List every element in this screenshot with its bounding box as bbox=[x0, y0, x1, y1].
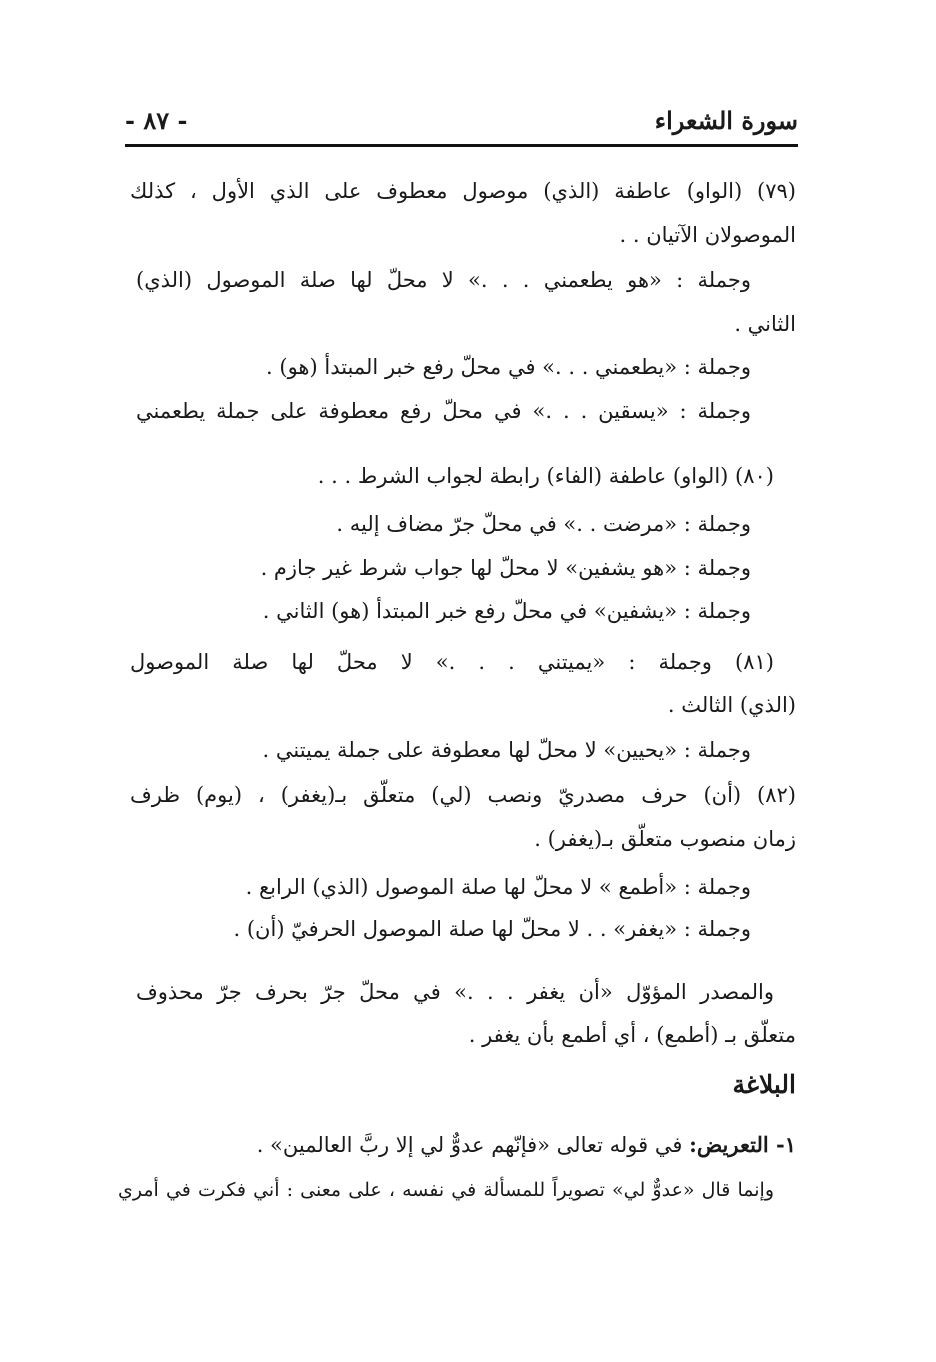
page-number: - ٨٧ - bbox=[125, 106, 188, 135]
text-line: وجملة : «هو يطعمني . . .» لا محلّ لها صلة الموصول (الذي) bbox=[136, 268, 751, 292]
text-line: وجملة : «يسقين . . .» في محلّ رفع معطوفة على جملة يطعمني bbox=[136, 399, 751, 423]
text-line: (٧٩) (الواو) عاطفة (الذي) موصول معطوف على الذي الأول ، كذلك bbox=[130, 179, 796, 203]
text-line: وجملة : «أطمع » لا محلّ لها صلة الموصول (الذي) الرابع . bbox=[245, 875, 751, 899]
text-line: وإنما قال «عدوٌّ لي» تصويراً للمسألة في نفسه ، على معنى : أني فكرت في أمري bbox=[118, 1179, 774, 1201]
text-line: والمصدر المؤوّل «أن يغفر . . .» في محلّ جرّ بحرف جرّ محذوف bbox=[136, 980, 774, 1004]
item-text: في قوله تعالى «فإنّهم عدوٌّ لي إلا ربَّ العالمين» . bbox=[256, 1133, 683, 1157]
item-label: ١- التعريض: bbox=[689, 1132, 796, 1157]
text-line: وجملة : «يشفين» في محلّ رفع خبر المبتدأ (هو) الثاني . bbox=[262, 599, 751, 623]
text-line: وجملة : «هو يشفين» لا محلّ لها جواب شرط غير جازم . bbox=[260, 556, 751, 580]
text-line: (٨٠) (الواو) عاطفة (الفاء) رابطة لجواب الشرط . . . bbox=[317, 464, 774, 488]
text-line: الثاني . bbox=[734, 312, 796, 336]
text-line: (الذي) الثالث . bbox=[667, 693, 796, 717]
text-line: وجملة : «يطعمني . . .» في محلّ رفع خبر المبتدأ (هو) . bbox=[266, 355, 751, 379]
text-line: وجملة : «مرضت . .» في محلّ جرّ مضاف إليه . bbox=[336, 512, 751, 536]
page-header bbox=[125, 100, 798, 140]
surah-title: سورة الشعراء bbox=[654, 106, 798, 135]
header-rule bbox=[125, 144, 798, 147]
section-heading: البلاغة bbox=[732, 1070, 796, 1099]
text-line: وجملة : «يغفر» . . لا محلّ لها صلة الموصول الحرفيّ (أن) . bbox=[233, 917, 751, 941]
text-line: الموصولان الآتيان . . bbox=[619, 223, 796, 247]
text-line: (٨٢) (أن) حرف مصدريّ ونصب (لي) متعلّق بـ(يغفر) ، (يوم) ظرف bbox=[130, 783, 796, 807]
text-line: متعلّق بـ (أطمع) ، أي أطمع بأن يغفر . bbox=[468, 1023, 796, 1047]
text-line: وجملة : «يحيين» لا محلّ لها معطوفة على جملة يميتني . bbox=[262, 738, 751, 762]
balagha-item bbox=[257, 1130, 796, 1160]
text-line: زمان منصوب متعلّق بـ(يغفر) . bbox=[534, 827, 796, 851]
text-line: (٨١) وجملة : «يميتني . . .» لا محلّ لها صلة الموصول bbox=[130, 650, 774, 674]
